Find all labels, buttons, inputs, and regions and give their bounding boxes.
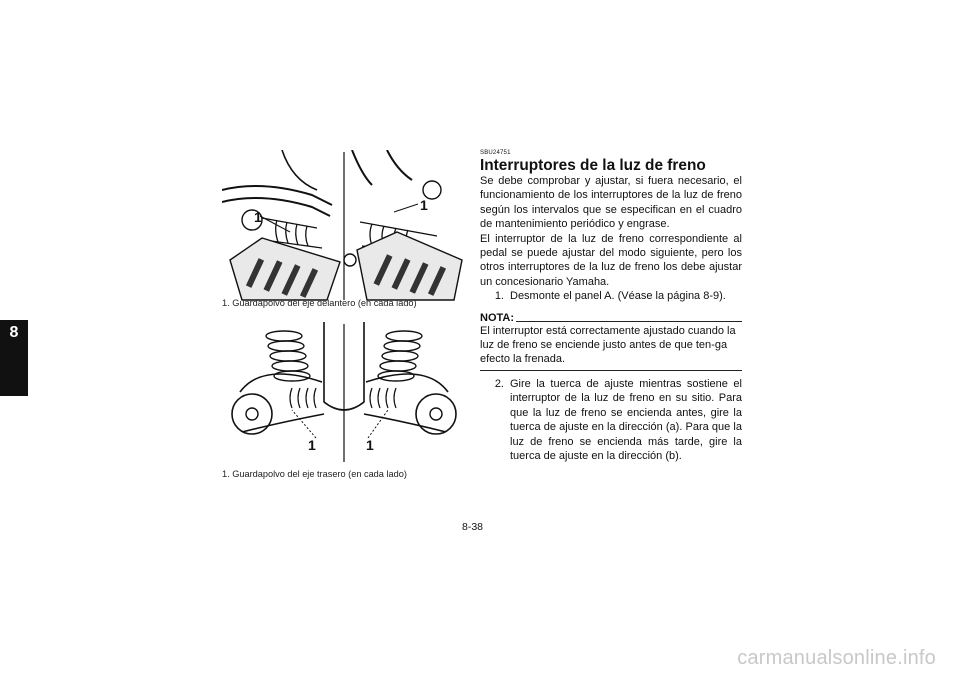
front-axle-illustration [222, 150, 466, 302]
step-1-number: 1. [494, 290, 504, 303]
rear-axle-illustration [222, 322, 466, 464]
rear-axle-caption: 1. Guardapolvo del eje trasero (en cada lado) [222, 469, 407, 479]
step-2-number: 2. [494, 377, 504, 390]
note-text: El interruptor está correctamente ajustado cuando la luz de freno se enciende justo antes de que ten-ga efecto la frenada. [480, 324, 736, 366]
note-header [480, 312, 742, 324]
step-2-text: Gire la tuerca de ajuste mientras sostiene el interruptor de la luz de freno en su sitio. Para que la luz de freno se encienda antes, gire la tuerca de ajuste en la dirección (a). Para que la luz de freno se encienda más tarde, gire la tuerca de ajuste en la dirección (b). [510, 377, 742, 462]
rear-axle-figure [222, 322, 466, 464]
section-title: Interruptores de la luz de freno [480, 157, 706, 174]
note-label: NOTA: [480, 311, 515, 324]
adjust-paragraph: El interruptor de la luz de freno correspondiente al pedal se puede ajustar del modo siguiente, pero los otros interruptores de la luz de freno los debe ajustar un concesionario Yamaha. [480, 232, 742, 288]
step-1 [480, 289, 742, 303]
watermark: carmanualsonline.info [737, 647, 936, 669]
rear-callout-left: 1 [308, 437, 316, 453]
front-axle-caption: 1. Guardapolvo del eje delantero (en cada lado) [222, 298, 417, 308]
note-top-rule [516, 321, 742, 322]
note-bottom-rule [480, 370, 742, 371]
intro-paragraph: Se debe comprobar y ajustar, si fuera necesario, el funcionamiento de los interruptores de la luz de freno según los intervalos que se especifican en el cuadro de mantenimiento periódico y engrase. [480, 175, 742, 231]
step-1-text: Desmonte el panel A. (Véase la página 8-9). [510, 290, 726, 303]
chapter-tab: 8 [0, 320, 28, 396]
front-axle-figure [222, 150, 466, 302]
front-callout-right: 1 [420, 197, 428, 213]
section-ref-code: SBU24751 [480, 150, 511, 156]
brake-light-section [480, 150, 742, 463]
rear-callout-right: 1 [366, 437, 374, 453]
front-callout-left: 1 [254, 209, 262, 225]
page-number: 8-38 [462, 521, 484, 533]
step-2 [480, 377, 742, 463]
